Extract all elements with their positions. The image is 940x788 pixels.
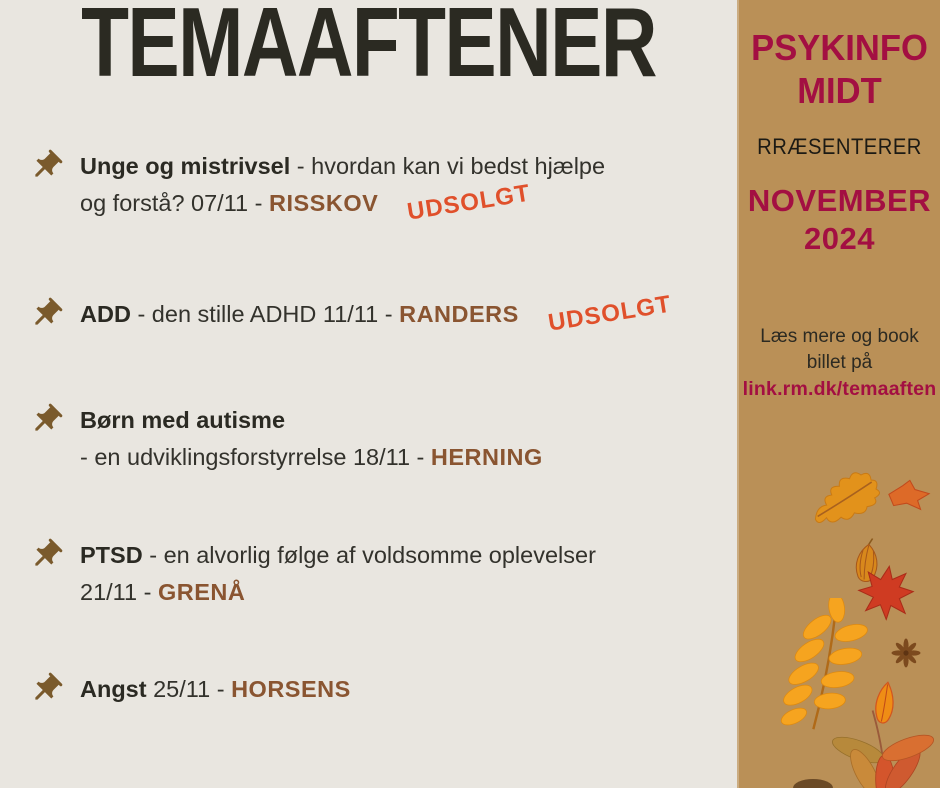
booking-link: link.rm.dk/temaaften bbox=[742, 378, 937, 400]
month-line-2: 2024 bbox=[804, 221, 875, 256]
oak-leaf-icon bbox=[797, 455, 892, 539]
small-red-leaf-icon bbox=[885, 475, 933, 513]
month-label bbox=[739, 182, 940, 258]
soldout-stamp: UDSOLGT bbox=[405, 179, 533, 226]
pushpin-icon bbox=[28, 671, 64, 707]
event-line bbox=[80, 290, 674, 337]
pushpin-icon bbox=[28, 296, 64, 332]
month-line-1: NOVEMBER bbox=[747, 183, 932, 218]
cta-line-1: Læs mere og book bbox=[760, 326, 919, 347]
brand-line-1: PSYKINFO bbox=[751, 27, 928, 68]
event-item bbox=[28, 671, 718, 708]
event-title: ADD bbox=[80, 301, 131, 327]
sidebar bbox=[737, 0, 940, 788]
event-line bbox=[80, 537, 596, 574]
event-item bbox=[28, 402, 718, 476]
palmate-leaf-icon bbox=[831, 700, 935, 788]
city-label: RANDERS bbox=[399, 301, 519, 327]
presents-label: RRÆSENTERER bbox=[757, 134, 922, 159]
city-label: RISSKOV bbox=[269, 190, 379, 216]
city-label: HORSENS bbox=[231, 676, 351, 702]
event-text bbox=[80, 537, 596, 611]
corner-leaf-icon bbox=[791, 774, 835, 788]
event-line bbox=[80, 671, 351, 708]
pushpin-icon bbox=[28, 537, 64, 573]
event-title: Børn med autisme bbox=[80, 407, 286, 433]
pushpin-icon bbox=[28, 402, 64, 438]
event-line bbox=[80, 179, 605, 226]
event-title: PTSD bbox=[80, 542, 143, 568]
soldout-stamp: UDSOLGT bbox=[546, 290, 674, 337]
event-line bbox=[80, 439, 543, 476]
event-text bbox=[80, 402, 543, 476]
event-item bbox=[28, 148, 718, 226]
cta-line-2: billet på bbox=[806, 352, 873, 373]
city-label: GRENÅ bbox=[157, 579, 246, 605]
event-title: Angst bbox=[80, 676, 147, 702]
page-title: TEMAAFTENER bbox=[81, 0, 656, 97]
event-text bbox=[80, 671, 351, 708]
event-description: - en udviklingsforstyrrelse 18/11 - bbox=[80, 444, 431, 470]
event-text bbox=[80, 148, 606, 226]
pushpin-icon bbox=[28, 148, 64, 184]
event-description: - hvordan kan vi bedst hjælpe bbox=[290, 153, 606, 179]
event-line bbox=[80, 402, 543, 439]
cta-text bbox=[739, 324, 940, 376]
event-line bbox=[80, 574, 596, 611]
event-description: - en alvorlig følge af voldsomme oplevelser bbox=[142, 542, 596, 568]
brand-title bbox=[743, 26, 936, 112]
brand-line-2: MIDT bbox=[797, 70, 882, 111]
event-description: 21/11 - bbox=[80, 579, 158, 605]
event-description: 25/11 - bbox=[146, 676, 232, 702]
event-item bbox=[28, 537, 718, 611]
event-title: Unge og mistrivsel bbox=[80, 153, 291, 179]
star-anise-icon bbox=[891, 638, 921, 668]
event-item bbox=[28, 290, 718, 337]
event-description: - den stille ADHD 11/11 - bbox=[130, 301, 400, 327]
event-description: og forstå? 07/11 - bbox=[80, 190, 269, 216]
event-text bbox=[80, 290, 674, 337]
city-label: HERNING bbox=[430, 444, 543, 470]
